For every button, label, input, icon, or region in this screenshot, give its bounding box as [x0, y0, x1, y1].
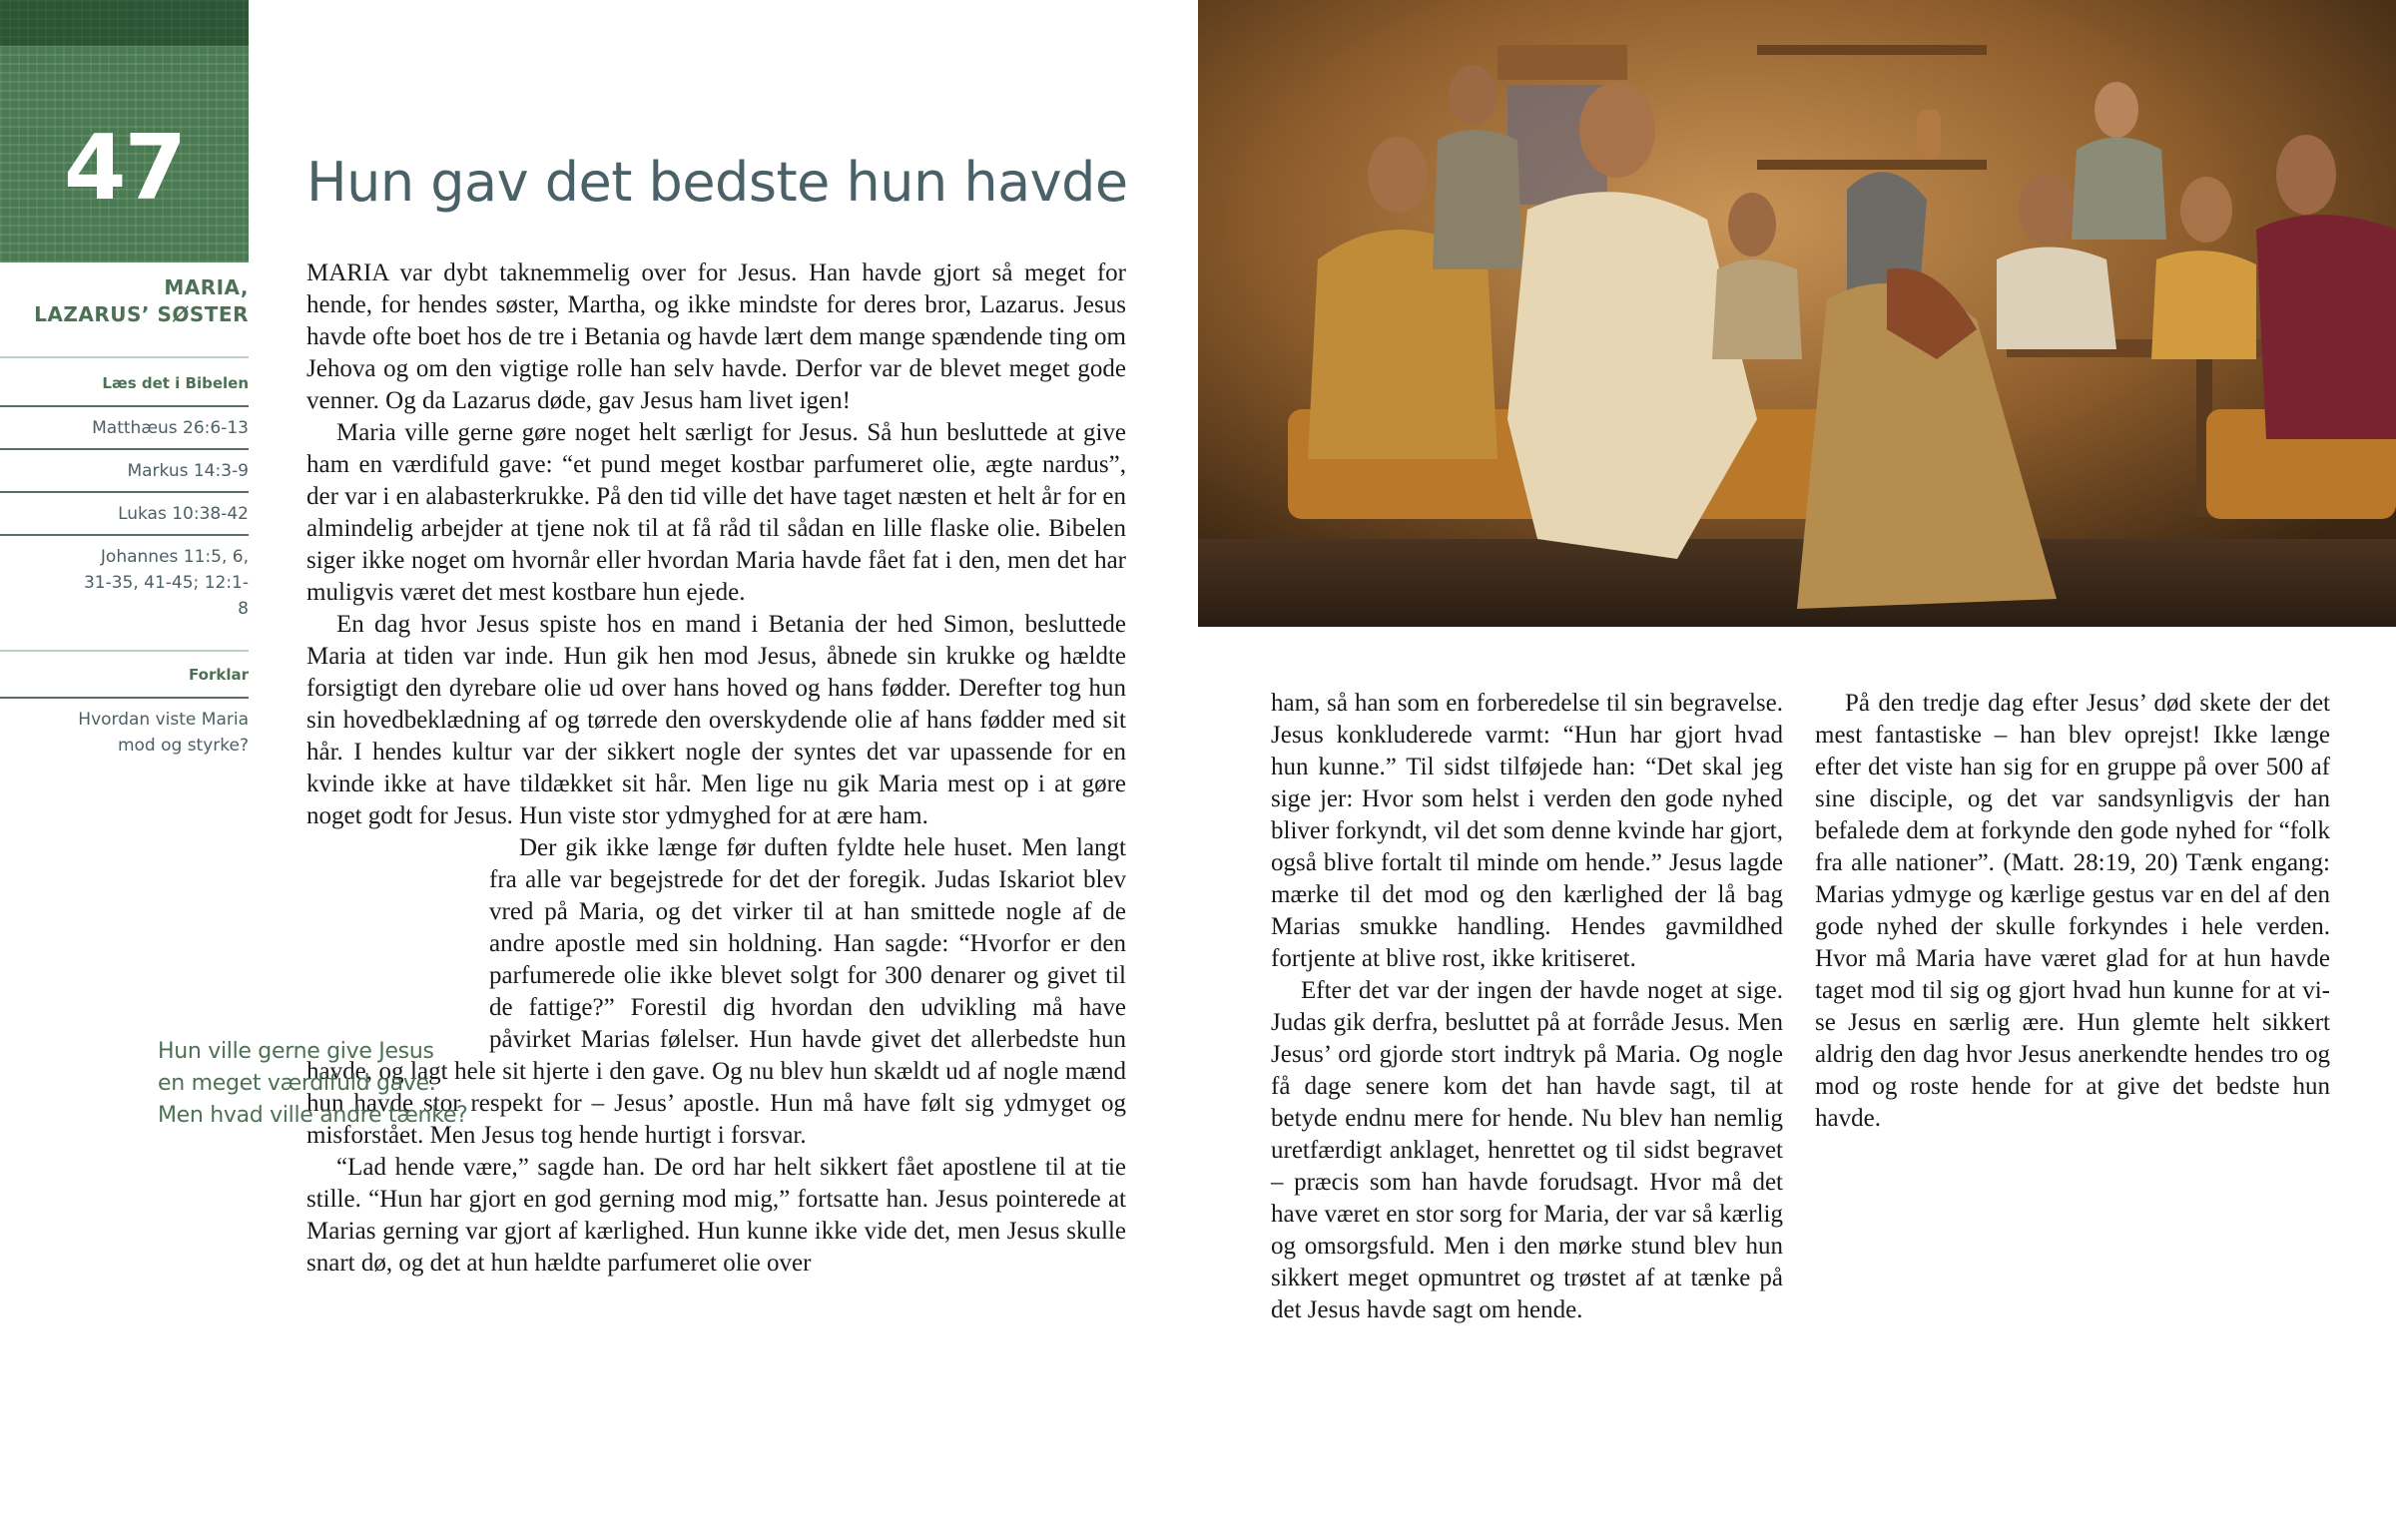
right-text-column: [1815, 688, 2330, 1135]
pull-quote-line: Men hvad ville andre tænke?: [158, 1103, 468, 1128]
paragraph-text: Der gik ikke længe før duften fyldte hele huset. Men langt fra alle var begejstrede for det der foregik. Judas Iskariot blev vred på Maria, og det virker til at han smittede nogle af de andre apostle med sin holdning. Han sagde: “Hvorfor er den parfumerede olie ikke blevet solgt for 300 denarer og givet til de fattige?” Forestil dig hvordan den udvikling må have påvirket Marias følelser. Hun havde givet det allerbedste hun havde, og lagt hele sit hjerte i den gave. Og nu blev hun skældt ud af nogle mænd hun havde stor respekt for – Jesus’ apostle. Hun må have følt sig ydmyget og misforstået. Men Jesus tog hende hurtigt i forsvar.: [306, 834, 1126, 1149]
paragraph: ham, så han som en forberedelse til sin begravelse. Jesus konkluderede varmt: “Hun har gjort hvad hun kunne.” Til sidst tilføjede han: “Det skal jeg sige jer: Hvor som helst i verden den gode nyhed bliver forkyndt, vil det som denne kvinde har gjort, også blive fortalt til minde om hende.” Jesus lagde mærke til det mod og den kærlighed der lå bag Marias smukke handling. Hendes gavmildhed fortjente at blive rost, ikke kritiseret.: [1271, 690, 1783, 972]
pull-quote-line: Hun ville gerne give Jesus: [158, 1039, 434, 1064]
middle-text-column: [1271, 688, 1783, 1326]
chapter-number-block: [0, 0, 249, 262]
read-in-bible-heading: Læs det i Bibelen: [0, 358, 249, 407]
person-name: [0, 274, 249, 358]
paragraph: MARIA var dybt taknemmelig over for Jesus. Han havde gjort så meget for hende, for hendes søster, Martha, og ikke mindste for deres bror, Lazarus. Jesus havde ofte boet hos de tre i Betania og havde lært dem mange spændende ting om Jehova og om den vigtige rolle han selv havde. Derfor var de blevet meget gode venner. Og da Lazarus døde, gav Jesus ham livet igen!: [306, 259, 1126, 414]
explain-heading: Forklar: [0, 652, 249, 699]
jar: [1917, 110, 1941, 160]
paragraph: “Lad hende være,” sagde han. De ord har helt sikkert fået apostlene til at tie stille. “Hun har gjort en god gerning mod mig,” fortsatte han. Jesus pointerede at Marias gerning var gjort af kærlighed. Hun kunne ikke vide det, men Jesus skulle snart dø, og det at hun hældte parfumeret olie over: [306, 1154, 1126, 1277]
person-name-line: MARIA,: [164, 275, 249, 299]
shelf: [1757, 45, 1987, 55]
scripture-reference[interactable]: Johannes 11:5, 6, 31-35, 41-45; 12:1-8: [0, 536, 249, 652]
paragraph: Maria ville gerne gøre noget helt særligt for Jesus. Så hun besluttede at give ham en værdifuld gave: “et pund meget kostbar parfumeret olie, ægte nardus”, der var i en alabasterkrukke. På den tid ville det have taget næsten et helt år for en almindelig arbejder at tjene nok til at få råd til sådan en lille flaske olie. Bibelen siger ikke noget om hvornår eller hvordan Maria havde fået fat i den, men det har muligvis været det mest kostbare hun ejede.: [306, 419, 1126, 606]
pull-quote-line: en meget værdifuld gave.: [158, 1071, 436, 1096]
scripture-reference[interactable]: Markus 14:3-9: [0, 450, 249, 493]
scripture-reference[interactable]: Lukas 10:38-42: [0, 493, 249, 536]
paragraph: På den tredje dag efter Jesus’ død skete der det mest fantastiske – han blev oprejst! Ikke længe efter det viste han sig for en gruppe på over 500 af sine disciple, og det var sandsynligvis der han befalede dem at forkynde den gode nyhed for “folk fra alle nationer”. (Matt. 28:19, 20) Tænk engang: Marias ydmyge og kærlige gestus var en del af den gode nyhed der skulle forkyndes i hele verden. Hvor må Maria have været glad for at hun havde taget mod til sig og gjort hvad hun kunne for at vise Jesus en særlig ære. Hun glemte helt sikkert aldrig den dag hvor Jesus anerkendte hendes tro og mod og roste hende for at give det bedste hun havde.: [1815, 690, 2330, 1132]
pull-quote-gap: [277, 896, 489, 1056]
paragraph: Efter det var der ingen der havde noget at sige. Judas gik derfra, besluttet på at forråde Jesus. Men Jesus’ ord gjorde stort indtryk på Maria. Og nogle få dage senere kom det han havde sagt, til at betyde endnu mere for hende. Nu blev han nemlig uretfærdigt anklaget, henrettet og til sidst begravet – præcis som han havde forudsagt. Hvor må det have været en stor sorg for Maria, der var så kærlig og omsorgsfuld. Men i den mørke stund blev hun sikkert meget opmuntret og trøstet af at tænke på det Jesus havde sagt om hende.: [1271, 977, 1783, 1323]
chapter-number: 47: [63, 116, 186, 221]
sidebar: [0, 274, 249, 759]
page-title: Hun gav det bedste hun havde: [306, 151, 1128, 214]
review-question: Hvordan viste Maria mod og styrke?: [78, 710, 249, 756]
window-lintel: [1498, 45, 1627, 80]
floor: [1198, 539, 2396, 627]
illustration-scene: [1198, 0, 2396, 627]
header-band: [0, 0, 249, 46]
shelf: [1757, 160, 1987, 170]
scripture-reference[interactable]: Matthæus 26:6-13: [0, 407, 249, 450]
illustration: [1198, 0, 2396, 627]
paragraph: En dag hvor Jesus spiste hos en mand i Betania der hed Simon, besluttede Maria at tiden var inde. Hun gik hen mod Jesus, åbnede sin krukke og hældte forsigtigt den dyrebare olie ud over hans hoved og hans fødder. Derefter tog hun sin hovedbeklædning af og tørrede den overskydende olie af hans fødder med sit hår. I hendes kultur var der sikkert nogle der syntes det var upassende for en kvinde ikke at have tildækket sit hår. Men lige nu gik Maria mest op i at gøre noget godt for Jesus. Hun viste stor ydmyghed for at ære ham.: [306, 611, 1126, 829]
person-name-line: LAZARUS’ SØSTER: [34, 302, 249, 326]
pull-quote: [158, 1036, 497, 1132]
